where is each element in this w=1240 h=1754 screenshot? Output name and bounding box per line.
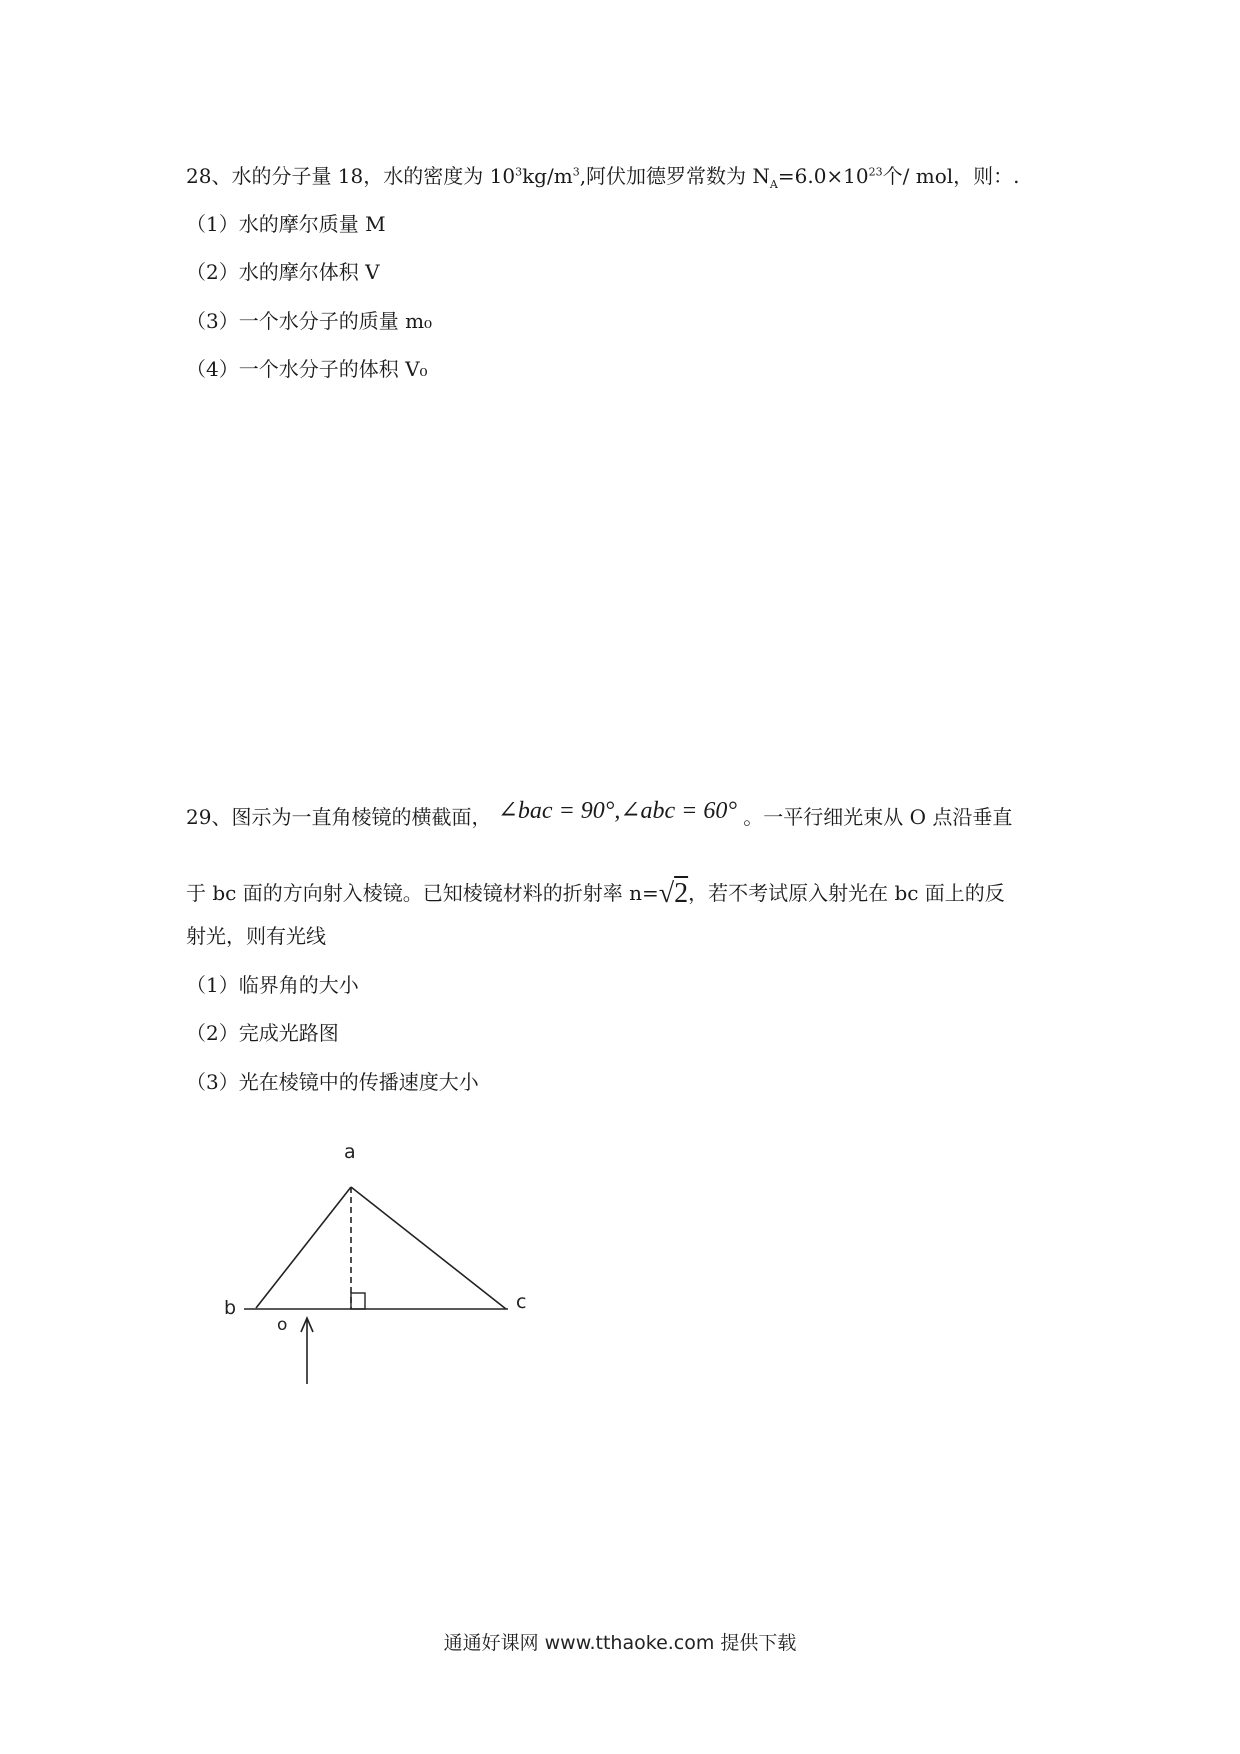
q29-item-2: （2）完成光路图: [186, 1021, 339, 1045]
sqrt-formula: √2: [658, 878, 689, 909]
prism-side-ab: [256, 1187, 351, 1308]
prism-diagram: [224, 1128, 540, 1388]
q28-item-2: （2）水的摩尔体积 V: [186, 260, 380, 284]
vertex-label-b: b: [224, 1297, 237, 1319]
q29-item-1: （1）临界角的大小: [186, 973, 359, 997]
right-angle-mark: [351, 1293, 365, 1309]
q29-stem-line-3: 射光，则有光线: [186, 924, 326, 948]
vertex-label-a: a: [344, 1141, 356, 1163]
point-label-o: o: [277, 1315, 288, 1335]
prism-side-ac: [351, 1187, 506, 1309]
q28-item-1: （1）水的摩尔质量 M: [186, 212, 386, 236]
vertex-label-c: c: [516, 1291, 527, 1313]
q28-item-4: （4）一个水分子的体积 V₀: [186, 357, 428, 381]
angle-formula: ∠bac = 90°,∠abc = 60°: [497, 798, 737, 824]
q28-item-3: （3）一个水分子的质量 m₀: [186, 309, 433, 333]
q29-stem-line-2: 于 bc 面的方向射入棱镜。已知棱镜材料的折射率 n=√2，若不考试原入射光在 bc 面上的反: [186, 878, 1005, 909]
q28-stem: 28、水的分子量 18，水的密度为 $10^3kg/m^3$,阿伏加德罗常数为 $N_A=6.0\times 10^{23}$个/ mol，则：.: [186, 164, 1020, 191]
q29-stem-line-1: 29、图示为一直角棱镜的横截面， ∠bac = 90°,∠abc = 60° 。一平行细光束从 O 点沿垂直: [186, 798, 1013, 829]
q29-item-3: （3）光在棱镜中的传播速度大小: [186, 1070, 479, 1094]
page-footer: 通通好课网 www.tthaoke.com 提供下载: [443, 1632, 797, 1654]
